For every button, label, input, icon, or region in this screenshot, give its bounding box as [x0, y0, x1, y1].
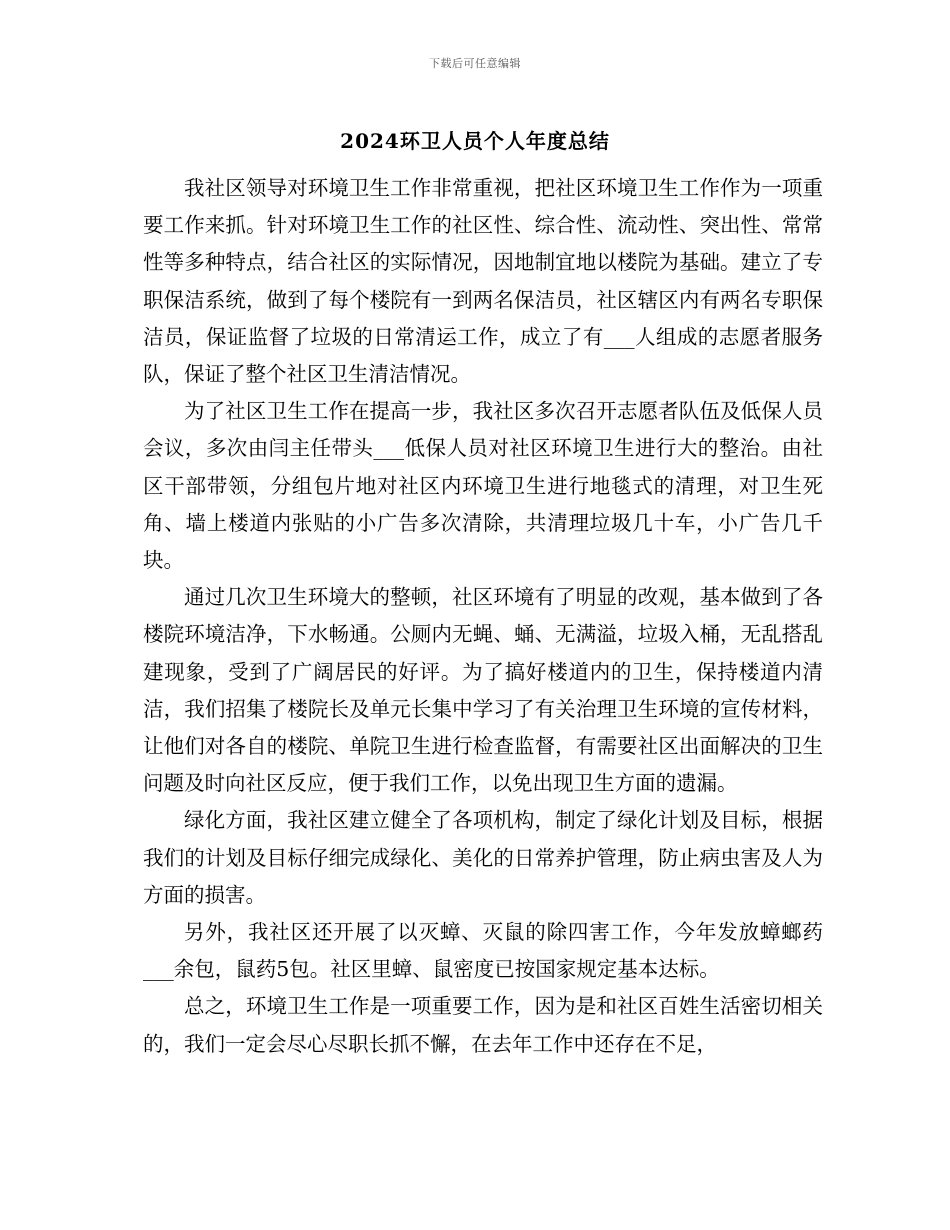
header-note: 下载后可任意编辑 [429, 57, 521, 70]
paragraph-1: 我社区领导对环境卫生工作非常重视，把社区环境卫生工作作为一项重要工作来抓。针对环境卫生工作的社区性、综合性、流动性、突出性、常常性等多种特点，结合社区的实际情况，因地制宜地以楼院为基础。建立了专职保洁系统，做到了每个楼院有一到两名保洁员，社区辖区内有两名专职保洁员，保证监督了垃圾的日常清运工作，成立了有___人组成的志愿者服务队，保证了整个社区卫生清洁情况。 [143, 176, 823, 387]
paragraph-4: 绿化方面，我社区建立健全了各项机构，制定了绿化计划及目标，根据我们的计划及目标仔细完成绿化、美化的日常养护管理，防止病虫害及人为方面的损害。 [143, 808, 823, 907]
document-title: 2024环卫人员个人年度总结 [340, 129, 610, 153]
paragraph-3: 通过几次卫生环境大的整顿，社区环境有了明显的改观，基本做到了各楼院环境洁净，下水畅通。公厕内无蝇、蛹、无满溢，垃圾入桶，无乱搭乱建现象，受到了广阔居民的好评。为了搞好楼道内的卫生，保持楼道内清洁，我们招集了楼院长及单元长集中学习了有关治理卫生环境的宣传材料，让他们对各自的楼院、单院卫生进行检查监督，有需要社区出面解决的卫生问题及时向社区反应，便于我们工作，以免出现卫生方面的遗漏。 [143, 585, 823, 796]
paragraph-5: 另外，我社区还开展了以灭蟑、灭鼠的除四害工作，今年发放蟑螂药___余包，鼠药5包。社区里蟑、鼠密度已按国家规定基本达标。 [143, 920, 823, 982]
document-body [143, 170, 823, 1063]
paragraph-6: 总之，环境卫生工作是一项重要工作，因为是和社区百姓生活密切相关的，我们一定会尽心尽职长抓不懈，在去年工作中还存在不足， [143, 994, 823, 1056]
paragraph-2: 为了社区卫生工作在提高一步，我社区多次召开志愿者队伍及低保人员会议，多次由闫主任带头___低保人员对社区环境卫生进行大的整治。由社区干部带领，分组包片地对社区内环境卫生进行地毯式的清理，对卫生死角、墙上楼道内张贴的小广告多次清除，共清理垃圾几十车，小广告几千块。 [143, 399, 823, 573]
